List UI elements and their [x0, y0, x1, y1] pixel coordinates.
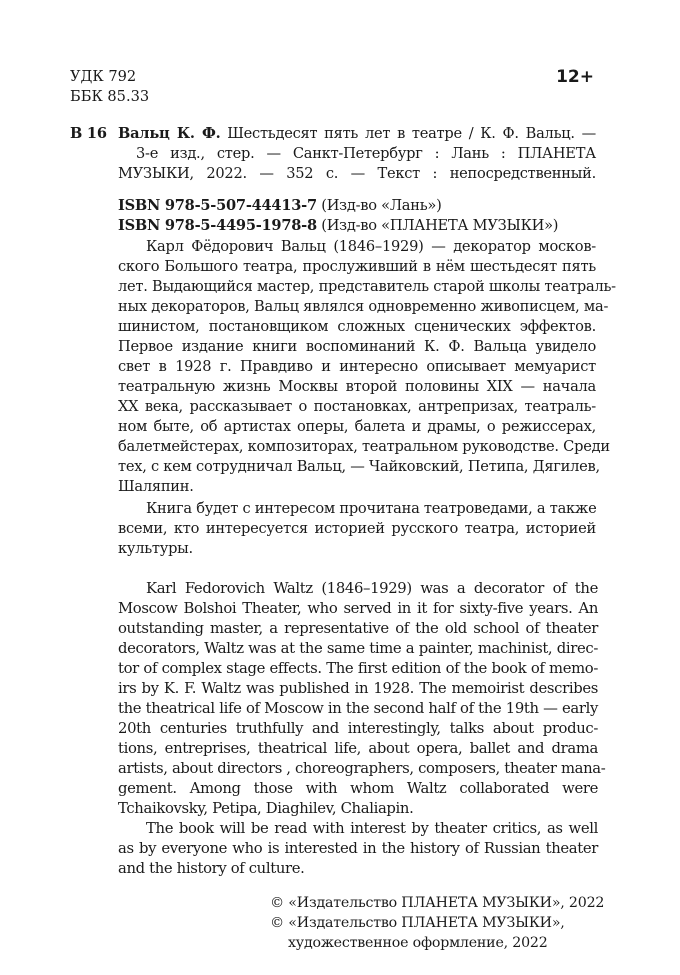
annotation-ru-line: свет в 1928 г. Правдиво и интересно описывает мемуарист: [118, 358, 596, 375]
annotation-en-line: 20th centuries truthfully and interestingly, talks about produc-: [118, 720, 598, 737]
annotation-ru-line: Книга будет с интересом прочитана театроведами, а также: [146, 500, 597, 517]
annotation-ru-line: всеми, кто интересуется историей русского театра, историей: [118, 520, 596, 537]
annotation-en-line: as by everyone who is interested in the history of Russian theater: [118, 840, 598, 857]
annotation-ru-line: ных декораторов, Вальц являлся одновременно живописцем, ма-: [118, 298, 609, 315]
annotation-ru-line: театральную жизнь Москвы второй половины XIX — начала: [118, 378, 596, 395]
annotation-ru-line: лет. Выдающийся мастер, представитель старой школы театраль-: [118, 278, 616, 295]
annotation-en-line: Moscow Bolshoi Theater, who served in it for sixty-five years. An: [118, 600, 598, 617]
isbn-publisher: (Изд-во «Лань»): [316, 197, 442, 214]
annotation-ru-line: шинистом, постановщиком сложных сценических эффектов.: [118, 318, 596, 335]
annotation-en-line: irs by K. F. Waltz was published in 1928. The memoirist describes: [118, 680, 598, 697]
isbn-number: ISBN 978-5-507-44413-7: [118, 197, 317, 214]
annotation-ru-line: Карл Фёдорович Вальц (1846–1929) — декоратор москов-: [146, 238, 596, 255]
entry-title: Шестьдесят пять лет в театре / К. Ф. Вальц. —: [220, 125, 597, 142]
annotation-en-line: tions, entreprises, theatrical life, about opera, ballet and drama: [118, 740, 598, 757]
isbn-line-2: [118, 216, 558, 236]
annotation-ru-line: ном быте, об артистах оперы, балета и драмы, о режиссерах,: [118, 418, 596, 435]
entry-author: Вальц К. Ф.: [118, 125, 221, 142]
isbn-number: ISBN 978-5-4495-1978-8: [118, 217, 317, 234]
annotation-en-line: gement. Among those with whom Waltz collaborated were: [118, 780, 598, 797]
catalog-entry-line-3: МУЗЫКИ, 2022. — 352 с. — Текст : непосредственный.: [118, 165, 596, 182]
annotation-en-line: decorators, Waltz was at the same time a painter, machinist, direc-: [118, 640, 598, 657]
annotation-en-line: The book will be read with interest by theater critics, as well: [146, 820, 598, 837]
isbn-publisher: (Изд-во «ПЛАНЕТА МУЗЫКИ»): [316, 217, 559, 234]
annotation-ru-line: тех, с кем сотрудничал Вальц, — Чайковский, Петипа, Дягилев,: [118, 458, 600, 475]
annotation-en-line: outstanding master, a representative of the old school of theater: [118, 620, 598, 637]
udk-code: УДК 792: [70, 68, 137, 85]
isbn-line-1: [118, 196, 442, 216]
bbk-code: ББК 85.33: [70, 88, 150, 105]
annotation-en-line: the theatrical life of Moscow in the second half of the 19th — early: [118, 700, 598, 717]
annotation-en-line: Tchaikovsky, Petipa, Diaghilev, Chaliapin.: [118, 800, 414, 817]
annotation-ru-line: культуры.: [118, 540, 193, 557]
annotation-en-line: tor of complex stage effects. The first edition of the book of memo-: [118, 660, 598, 677]
age-rating: 12+: [556, 67, 594, 87]
annotation-ru-line: XX века, рассказывает о постановках, антрепризах, театраль-: [118, 398, 596, 415]
annotation-ru-line: Шаляпин.: [118, 478, 194, 495]
annotation-ru-line: балетмейстерах, композиторах, театральном руководстве. Среди: [118, 438, 610, 455]
copyright-line: © «Издательство ПЛАНЕТА МУЗЫКИ», 2022: [270, 895, 605, 911]
catalog-entry-line-1: [118, 124, 596, 144]
catalog-entry-line-2: 3-е изд., стер. — Санкт-Петербург : Лань : ПЛАНЕТА: [136, 145, 596, 162]
annotation-en-line: artists, about directors , choreographers, composers, theater mana-: [118, 760, 606, 777]
copyright-line: художественное оформление, 2022: [288, 935, 548, 951]
annotation-en-line: Karl Fedorovich Waltz (1846–1929) was a decorator of the: [146, 580, 598, 597]
copyright-line: © «Издательство ПЛАНЕТА МУЗЫКИ»,: [270, 915, 565, 931]
annotation-ru-line: Первое издание книги воспоминаний К. Ф. Вальца увидело: [118, 338, 596, 355]
author-mark: В 16: [70, 125, 107, 142]
annotation-en-line: and the history of culture.: [118, 860, 305, 877]
annotation-ru-line: ского Большого театра, прослуживший в нём шестьдесят пять: [118, 258, 596, 275]
